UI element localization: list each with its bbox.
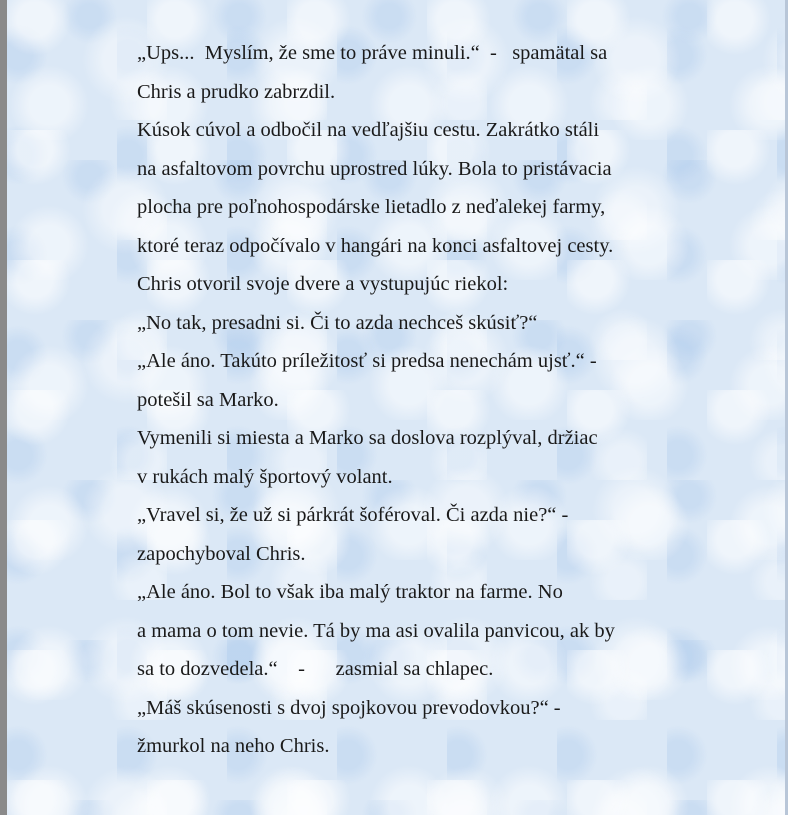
text-line: Kúsok cúvol a odbočil na vedľajšiu cestu. Zakrátko stáli	[137, 119, 600, 141]
text-line: na asfaltovom povrchu uprostred lúky. Bola to pristávacia	[137, 157, 612, 180]
text-line: Vymenili si miesta a Marko sa doslova rozplýval, držiac	[137, 427, 598, 449]
document-page	[7, 0, 788, 815]
text-line: „No tak, presadni si. Či to azda nechceš skúsiť?“	[137, 311, 538, 334]
text-line: „Vravel si, že už si párkrát šoféroval. Či azda nie?“ -	[137, 504, 569, 526]
text-line: „Ale áno. Bol to však iba malý traktor na farme. No	[137, 581, 563, 603]
text-line: „Ale áno. Takúto príležitosť si predsa nenechám ujsť.“ -	[137, 350, 597, 372]
text-line: ktoré teraz odpočívalo v hangári na konci asfaltovej cesty.	[137, 234, 614, 257]
text-line: v rukách malý športový volant.	[137, 465, 393, 488]
text-line: plocha pre poľnohospodárske lietadlo z neďalekej farmy,	[137, 196, 606, 218]
text-line: „Máš skúsenosti s dvoj spojkovou prevodovkou?“ -	[137, 696, 561, 719]
text-line: „Ups... Myslím, že sme to práve minuli.“ - spamätal sa	[137, 42, 608, 64]
text-line: Chris a prudko zabrzdil.	[137, 80, 336, 103]
story-text	[137, 34, 677, 766]
text-line: zapochyboval Chris.	[137, 542, 306, 565]
text-line: a mama o tom nevie. Tá by ma asi ovalila panvicou, ak by	[137, 619, 615, 642]
text-line: potešil sa Marko.	[137, 388, 279, 411]
text-line: Chris otvoril svoje dvere a vystupujúc riekol:	[137, 273, 509, 295]
text-line: sa to dozvedela.“ - zasmial sa chlapec.	[137, 658, 494, 680]
text-line: žmurkol na neho Chris.	[137, 735, 330, 757]
